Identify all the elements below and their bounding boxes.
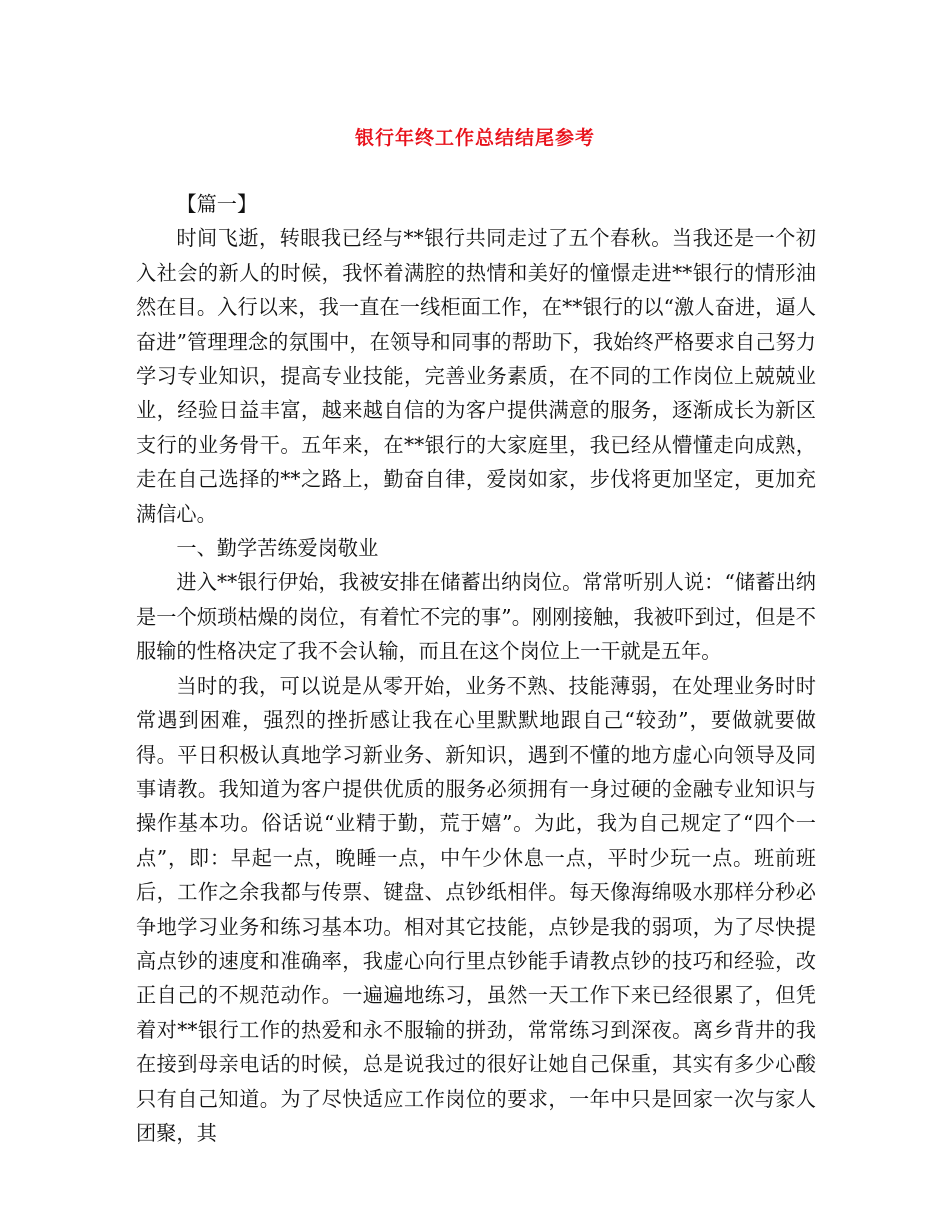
- paragraph-intro: 时间飞逝，转眼我已经与**银行共同走过了五个春秋。当我还是一个初入社会的新人的时候，我怀着满腔的热情和美好的憧憬走进**银行的情形油然在目。入行以来，我一直在一线柜面工作，在**银行的以“激人奋进，逼人奋进”管理理念的氛围中，在领导和同事的帮助下，我始终严格要求自己努力学习专业知识，提高专业技能，完善业务素质，在不同的工作岗位上兢兢业业，经验日益丰富，越来越自信的为客户提供满意的服务，逐渐成长为新区支行的业务骨干。五年来，在**银行的大家庭里，我已经从懵懂走向成熟，走在自己选择的**之路上，勤奋自律，爱岗如家，步伐将更加坚定，更加充满信心。: [136, 226, 816, 526]
- paragraph-2: 进入**银行伊始，我被安排在储蓄出纳岗位。常常听别人说：“储蓄出纳是一个烦琐枯燥的岗位，有着忙不完的事”。刚刚接触，我被吓到过，但是不服输的性格决定了我不会认输，而且在这个岗位上一干就是五年。: [136, 570, 816, 664]
- document-title: 银行年终工作总结结尾参考: [354, 127, 595, 149]
- document-body: [136, 187, 816, 1150]
- section-label: 【篇一】: [176, 192, 258, 216]
- section-heading: 一、勤学苦练爱岗敬业: [176, 536, 379, 561]
- paragraph-3: 当时的我，可以说是从零开始，业务不熟、技能薄弱，在处理业务时时常遇到困难，强烈的挫折感让我在心里默默地跟自己“较劲”，要做就要做得。平日积极认真地学习新业务、新知识，遇到不懂的地方虚心向领导及同事请教。我知道为客户提供优质的服务必须拥有一身过硬的金融专业知识与操作基本功。俗话说“业精于勤，荒于嬉”。为此，我为自己规定了“四个一点”，即：早起一点，晚睡一点，中午少休息一点，平时少玩一点。班前班后，工作之余我都与传票、键盘、点钞纸相伴。每天像海绵吸水那样分秒必争地学习业务和练习基本功。相对其它技能，点钞是我的弱项，为了尽快提高点钞的速度和准确率，我虚心向行里点钞能手请教点钞的技巧和经验，改正自己的不规范动作。一遍遍地练习，虽然一天工作下来已经很累了，但凭着对**银行工作的热爱和永不服输的拼劲，常常练习到深夜。离乡背井的我在接到母亲电话的时候，总是说我过的很好让她自己保重，其实有多少心酸只有自己知道。为了尽快适应工作岗位的要求，一年中只是回家一次与家人团聚，其: [136, 673, 816, 1145]
